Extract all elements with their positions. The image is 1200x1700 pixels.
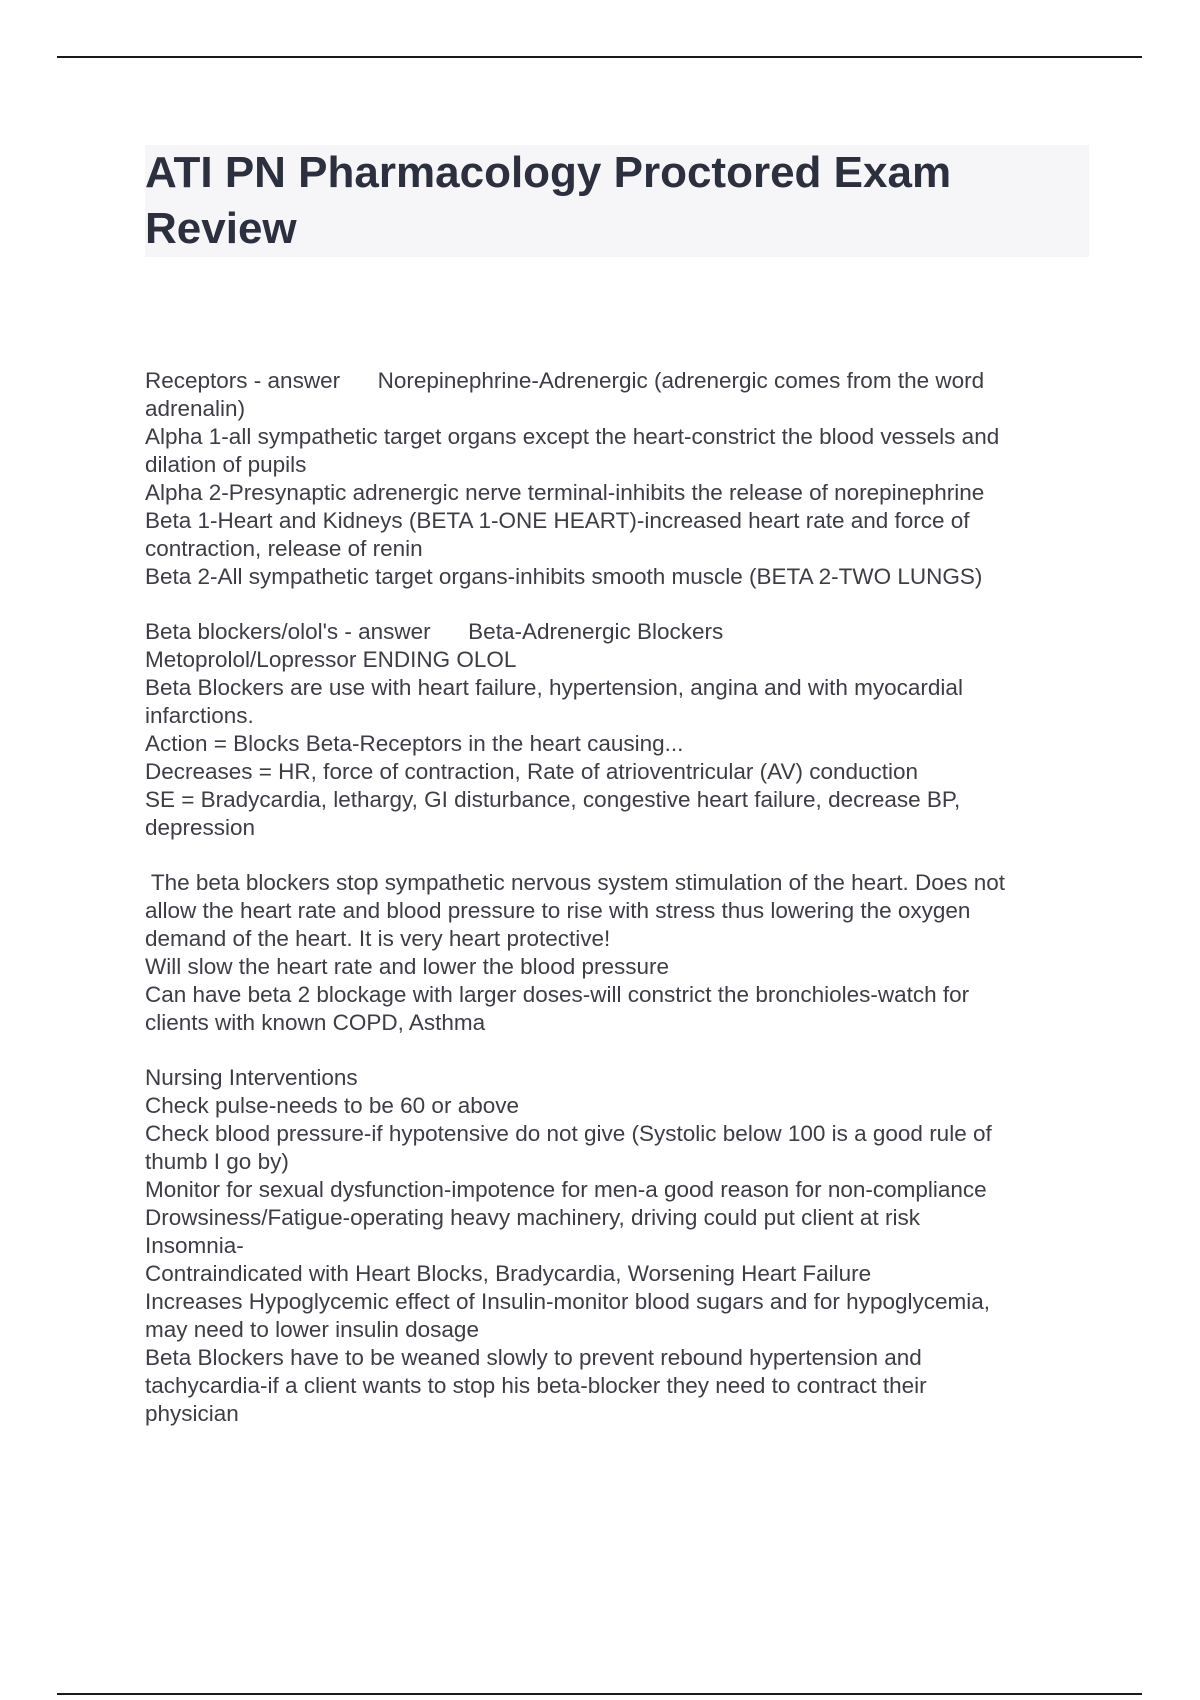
text-line: contraction, release of renin	[145, 536, 423, 561]
text-line: allow the heart rate and blood pressure to rise with stress thus lowering the oxygen	[145, 898, 971, 923]
text-line: Monitor for sexual dysfunction-impotence for men-a good reason for non-compliance	[145, 1177, 987, 1202]
text-line: Beta Blockers have to be weaned slowly to prevent rebound hypertension and	[145, 1345, 922, 1370]
text-line: Beta 1-Heart and Kidneys (BETA 1-ONE HEART)-increased heart rate and force of	[145, 508, 970, 533]
text-line: Decreases = HR, force of contraction, Rate of atrioventricular (AV) conduction	[145, 759, 919, 784]
text-line: may need to lower insulin dosage	[145, 1317, 479, 1342]
text-line: clients with known COPD, Asthma	[145, 1010, 486, 1035]
text-line: Drowsiness/Fatigue-operating heavy machinery, driving could put client at risk	[145, 1205, 920, 1230]
text-line: Contraindicated with Heart Blocks, Bradycardia, Worsening Heart Failure	[145, 1261, 872, 1286]
top-rule	[57, 56, 1142, 58]
text-line: Insomnia-	[145, 1233, 244, 1258]
text-line: infarctions.	[145, 703, 254, 728]
section-receptors	[145, 367, 1095, 591]
section-beta-blockers	[145, 618, 1095, 842]
text-line: The beta blockers stop sympathetic nervous system stimulation of the heart. Does not	[145, 870, 1006, 895]
text-line: tachycardia-if a client wants to stop his beta-blocker they need to contract their	[145, 1373, 927, 1398]
text-line: Action = Blocks Beta-Receptors in the heart causing...	[145, 731, 684, 756]
bottom-rule	[57, 1693, 1142, 1695]
document-body	[145, 367, 1095, 1428]
text-line: Metoprolol/Lopressor ENDING OLOL	[145, 647, 517, 672]
section-beta-blocker-effects	[145, 869, 1095, 1037]
text-line: Beta blockers/olol's - answer Beta-Adrenergic Blockers	[145, 619, 724, 644]
text-line: SE = Bradycardia, lethargy, GI disturbance, congestive heart failure, decrease BP,	[145, 787, 961, 812]
text-line: Nursing Interventions	[145, 1065, 358, 1090]
section-nursing-interventions	[145, 1064, 1095, 1428]
page-title: ATI PN Pharmacology Proctored Exam Review	[145, 148, 952, 253]
text-line: depression	[145, 815, 256, 840]
text-line: Alpha 1-all sympathetic target organs except the heart-constrict the blood vessels and	[145, 424, 1000, 449]
text-line: adrenalin)	[145, 396, 246, 421]
text-line: Beta Blockers are use with heart failure, hypertension, angina and with myocardial	[145, 675, 963, 700]
text-line: Check pulse-needs to be 60 or above	[145, 1093, 519, 1118]
text-line: Can have beta 2 blockage with larger doses-will constrict the bronchioles-watch for	[145, 982, 970, 1007]
text-line: Check blood pressure-if hypotensive do not give (Systolic below 100 is a good rule of	[145, 1121, 992, 1146]
text-line: Alpha 2-Presynaptic adrenergic nerve terminal-inhibits the release of norepinephrine	[145, 480, 985, 505]
title-box	[145, 145, 1089, 257]
text-line: dilation of pupils	[145, 452, 307, 477]
text-line: Will slow the heart rate and lower the blood pressure	[145, 954, 670, 979]
text-line: demand of the heart. It is very heart protective!	[145, 926, 611, 951]
text-line: Increases Hypoglycemic effect of Insulin-monitor blood sugars and for hypoglycemia,	[145, 1289, 991, 1314]
text-line: Receptors - answer Norepinephrine-Adrenergic (adrenergic comes from the word	[145, 368, 985, 393]
text-line: thumb I go by)	[145, 1149, 289, 1174]
text-line: Beta 2-All sympathetic target organs-inhibits smooth muscle (BETA 2-TWO LUNGS)	[145, 564, 983, 589]
text-line: physician	[145, 1401, 239, 1426]
